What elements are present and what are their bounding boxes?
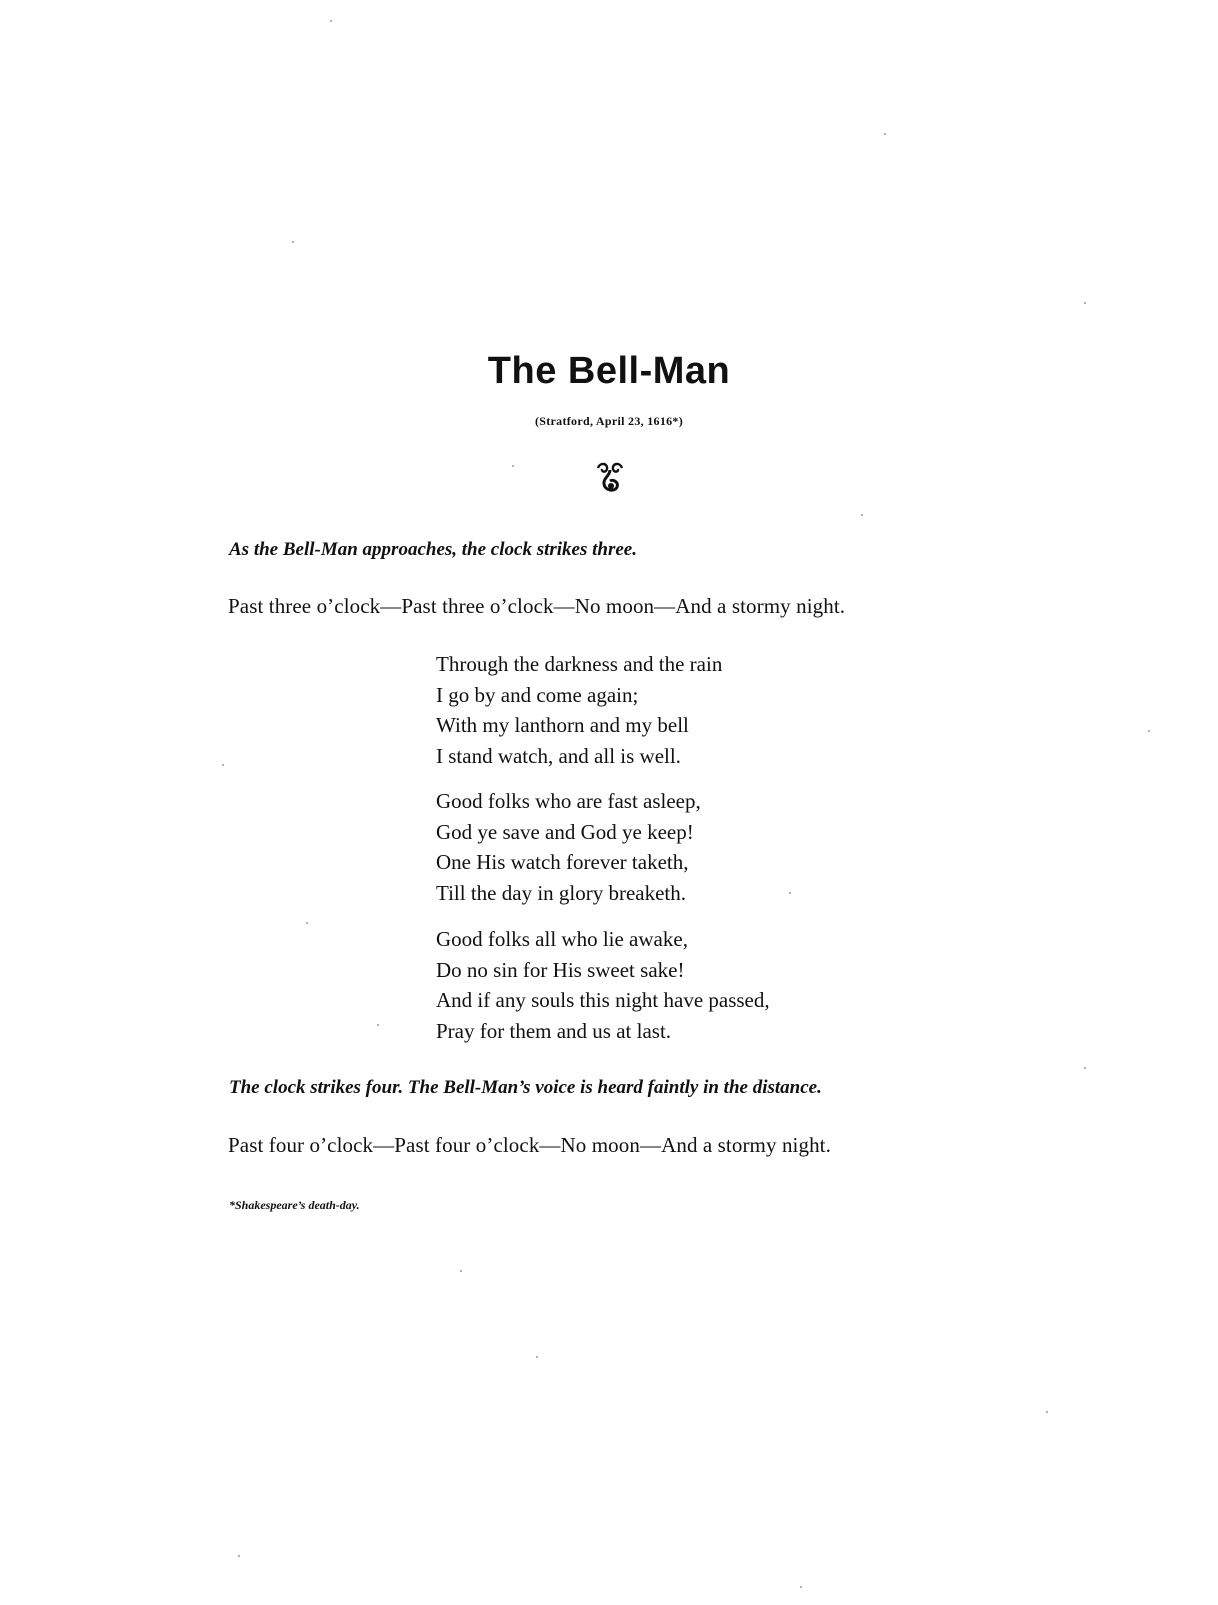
verse-line: With my lanthorn and my bell [436,713,689,737]
scan-speck [861,514,863,516]
bellman-cry-three: Past three o’clock—Past three o’clock—No moon—And a stormy night. [228,594,846,618]
verse-line: And if any souls this night have passed, [436,988,770,1012]
bellman-cry-four: Past four o’clock—Past four o’clock—No moon—And a stormy night. [228,1133,831,1157]
stage-direction-opening: As the Bell-Man approaches, the clock strikes three. [229,539,637,560]
scan-speck [1084,302,1086,304]
scan-speck [536,1356,538,1358]
scan-speck [884,133,886,135]
stanza-1 [436,649,722,771]
stage-direction-closing: The clock strikes four. The Bell-Man’s voice is heard faintly in the distance. [229,1077,822,1098]
stanza-3 [436,924,770,1046]
scan-speck [222,764,224,766]
scan-speck [377,1024,379,1026]
fleuron-icon [590,458,630,498]
scan-speck [800,1586,802,1588]
verse-line: Pray for them and us at last. [436,1018,672,1043]
verse-line: Till the day in glory breaketh. [436,880,687,905]
verse-line: Through the darkness and the rain [436,652,723,676]
scan-speck [1148,730,1150,732]
verse-line: I go by and come again; [436,682,639,707]
scan-speck [512,465,514,467]
scan-speck [1084,1067,1086,1069]
verse-line: One His watch forever taketh, [436,850,689,874]
scan-speck [238,1555,240,1557]
scan-speck [1046,1411,1048,1413]
scan-speck [292,241,294,243]
scan-speck [330,20,332,22]
scan-speck [460,1270,462,1272]
poem-subtitle: (Stratford, April 23, 1616*) [534,414,684,428]
poem-title: The Bell-Man [487,350,731,392]
stanza-2 [436,786,701,908]
verse-line: Good folks who are fast asleep, [436,789,701,813]
verse-line: God ye save and God ye keep! [436,819,694,844]
scan-speck [789,892,791,894]
footnote: *Shakespeare’s death-day. [229,1198,360,1212]
verse-line: Good folks all who lie awake, [436,927,688,951]
verse-line: Do no sin for His sweet sake! [436,957,685,982]
scan-speck [306,922,308,924]
verse-line: I stand watch, and all is well. [436,743,681,768]
